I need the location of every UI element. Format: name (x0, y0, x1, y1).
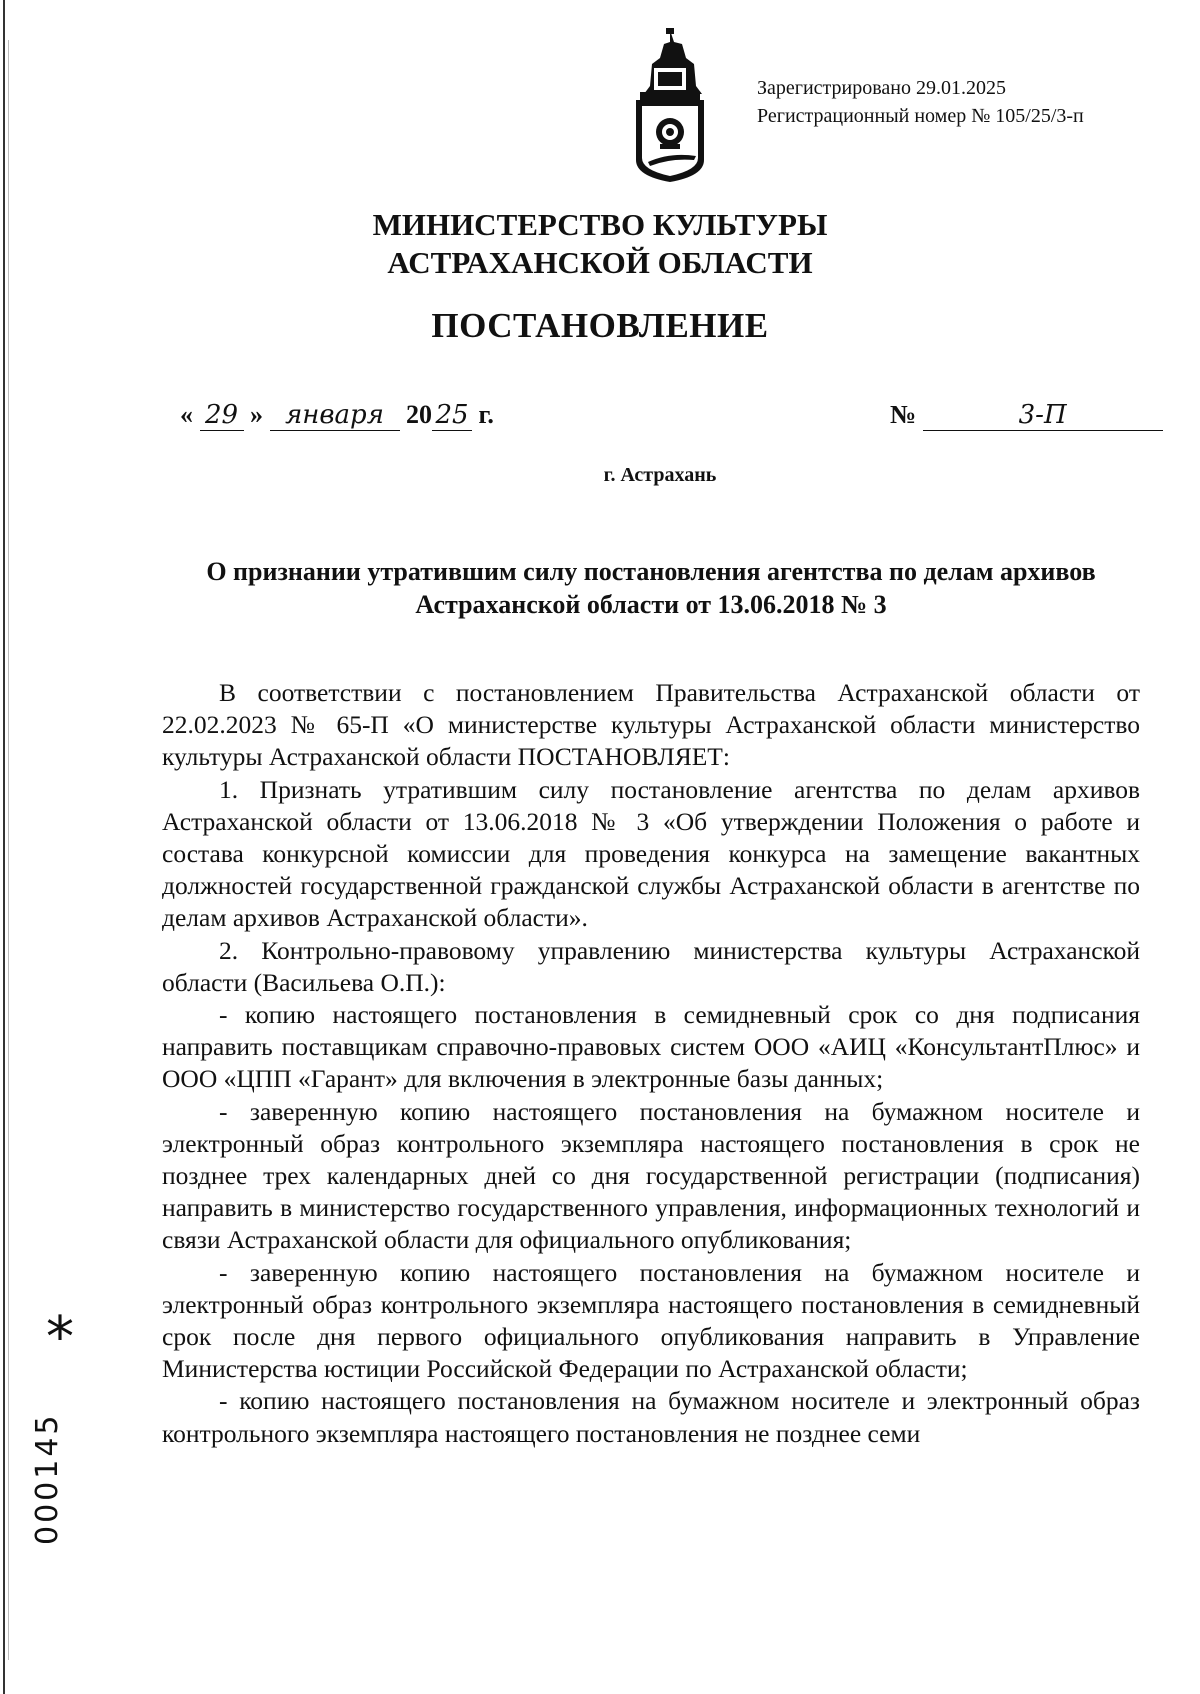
date-month: января (270, 400, 400, 431)
paragraph-subitem-2: - заверенную копию настоящего постановления на бумажном носителе и электронный образ контрольного экземпляра настоящего постановления в срок не позднее трех календарных дней со дня государственной регистрации (подписания) направить в министерство государственного управления, информационных технологий и связи Астраханской области для официального опубликования; (162, 1096, 1140, 1255)
scan-edge-line-faint (8, 40, 9, 1660)
paragraph-item-1: 1. Признать утратившим силу постановление агентства по делам архивов Астраханской области от 13.06.2018 № 3 «Об утверждении Положения о работе и состава конкурсной комиссии для проведения конкурса на замещение вакантных должностей государственной гражданской службы Астраханской области в агентстве по делам архивов Астраханской области». (162, 774, 1140, 933)
title-line1: О признании утратившим силу постановления агентства по делам архивов (206, 557, 1096, 586)
registration-number: Регистрационный номер № 105/25/3-п (757, 105, 1084, 127)
paragraph-subitem-4: - копию настоящего постановления на бумажном носителе и электронный образ контрольного экземпляра настоящего постановления не позднее семи (162, 1386, 1140, 1448)
date-close-quote: » (250, 400, 263, 429)
number-label: № (890, 400, 917, 429)
vertical-serial-number: 000145 (30, 1412, 65, 1545)
document-body (162, 677, 1140, 1450)
ministry-name-line2: АСТРАХАНСКОЙ ОБЛАСТИ (387, 245, 813, 280)
preamble-paragraph: В соответствии с постановлением Правительства Астраханской области от 22.02.2023 № 65-П «О министерстве культуры Астраханской области министерство культуры Астраханской области ПОСТАНОВЛЯЕТ: (162, 678, 1140, 772)
date-year-unit: г. (478, 400, 494, 429)
title-line2: Астраханской области от 13.06.2018 № 3 (415, 590, 887, 619)
date-day: 29 (200, 400, 244, 431)
paragraph-subitem-3: - заверенную копию настоящего постановления на бумажном носителе и электронный образ контрольного экземпляра настоящего постановления в семидневный срок после дня первого официального опубликования направить в Управление Министерства юстиции Российской Федерации по Астраханской области; (162, 1257, 1140, 1384)
stamp-asterisk-icon: * (46, 1305, 74, 1370)
number-value: 3-П (923, 400, 1163, 431)
document-type-heading: ПОСТАНОВЛЕНИЕ (431, 306, 769, 345)
paragraph-subitem-1: - копию настоящего постановления в семидневный срок со дня подписания направить поставщикам справочно-правовых систем ООО «АИЦ «КонсультантПлюс» и ООО «ЦПП «Гарант» для включения в электронные базы данных; (162, 1000, 1140, 1094)
registration-date: Зарегистрировано 29.01.2025 (757, 77, 1007, 99)
city-name: г. Астрахань (603, 464, 717, 486)
coat-of-arms-icon (630, 28, 710, 184)
document-number (890, 400, 1163, 431)
date-year-suffix: 25 (432, 400, 472, 431)
ministry-name-line1: МИНИСТЕРСТВО КУЛЬТУРЫ (372, 207, 828, 242)
date-open-quote: « (180, 400, 193, 429)
document-date (180, 400, 494, 431)
date-year-prefix: 20 (406, 400, 432, 429)
paragraph-item-2: 2. Контрольно-правовому управлению министерства культуры Астраханской области (Васильева О.П.): (162, 935, 1140, 997)
registration-note (757, 74, 1084, 130)
document-title (162, 555, 1140, 621)
